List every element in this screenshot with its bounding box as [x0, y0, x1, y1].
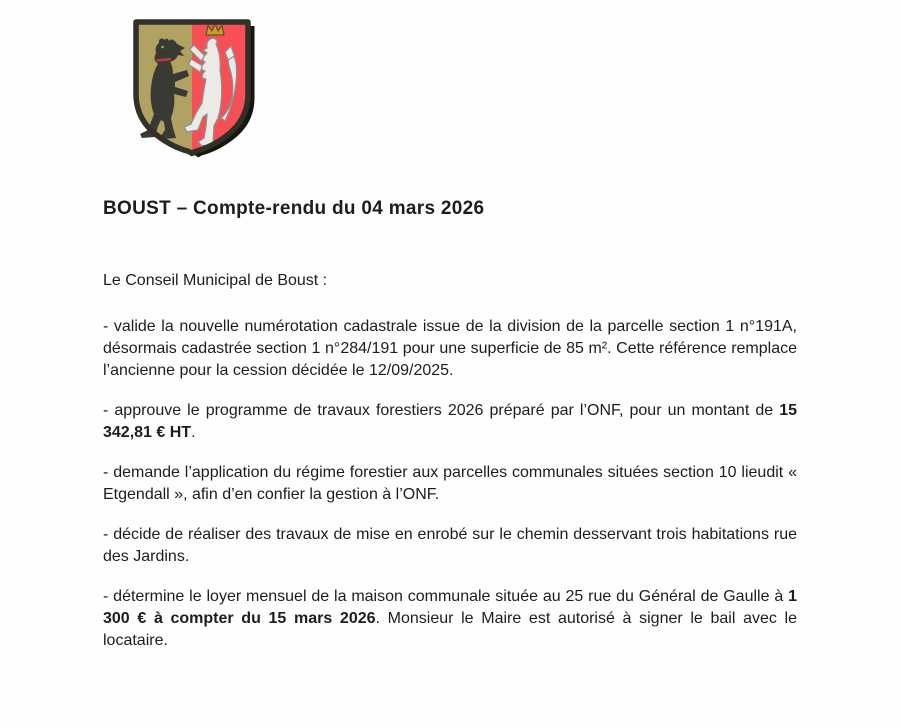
decision-text: .	[191, 424, 196, 441]
decision-text: - détermine le loyer mensuel de la maison communale située au 25 rue du Général de Gaulle à	[103, 588, 789, 605]
decision-text: - décide de réaliser des travaux de mise en enrobé sur le chemin desservant trois habitations rue des Jardins.	[103, 526, 797, 565]
decision-paragraph	[103, 586, 797, 652]
bear-eye	[161, 46, 164, 49]
intro-line: Le Conseil Municipal de Boust :	[103, 272, 328, 289]
decision-paragraph	[103, 400, 797, 444]
decision-list	[103, 316, 797, 652]
decision-text: - approuve le programme de travaux forestiers 2026 préparé par l’ONF, pour un montant de	[103, 402, 780, 419]
document-title: BOUST – Compte-rendu du 04 mars 2026	[103, 198, 485, 219]
decision-paragraph	[103, 524, 797, 568]
decision-text-bold: 1 300 € à compter du 15 mars 2026	[103, 588, 797, 627]
decision-paragraph	[103, 316, 797, 382]
decision-paragraph	[103, 462, 797, 506]
decision-text: - demande l’application du régime forestier aux parcelles communales situées section 10 lieudit « Etgendall », afin d’en confier la gestion à l’ONF.	[103, 464, 797, 503]
decision-text: - valide la nouvelle numérotation cadastrale issue de la division de la parcelle section 1 n°191A, désormais cadastrée section 1 n°284/191 pour une superficie de 85 m². Cette référence remplace l’ancienne pour la cession décidée le 12/09/2025.	[103, 318, 797, 379]
bear-collar	[156, 59, 171, 61]
document-content	[103, 197, 797, 670]
decision-text-bold: 15 342,81 € HT	[103, 402, 797, 441]
coat-of-arms	[121, 14, 263, 164]
coat-of-arms-svg	[121, 14, 263, 164]
decision-text: . Monsieur le Maire est autorisé à signer le bail avec le locataire.	[103, 610, 798, 649]
